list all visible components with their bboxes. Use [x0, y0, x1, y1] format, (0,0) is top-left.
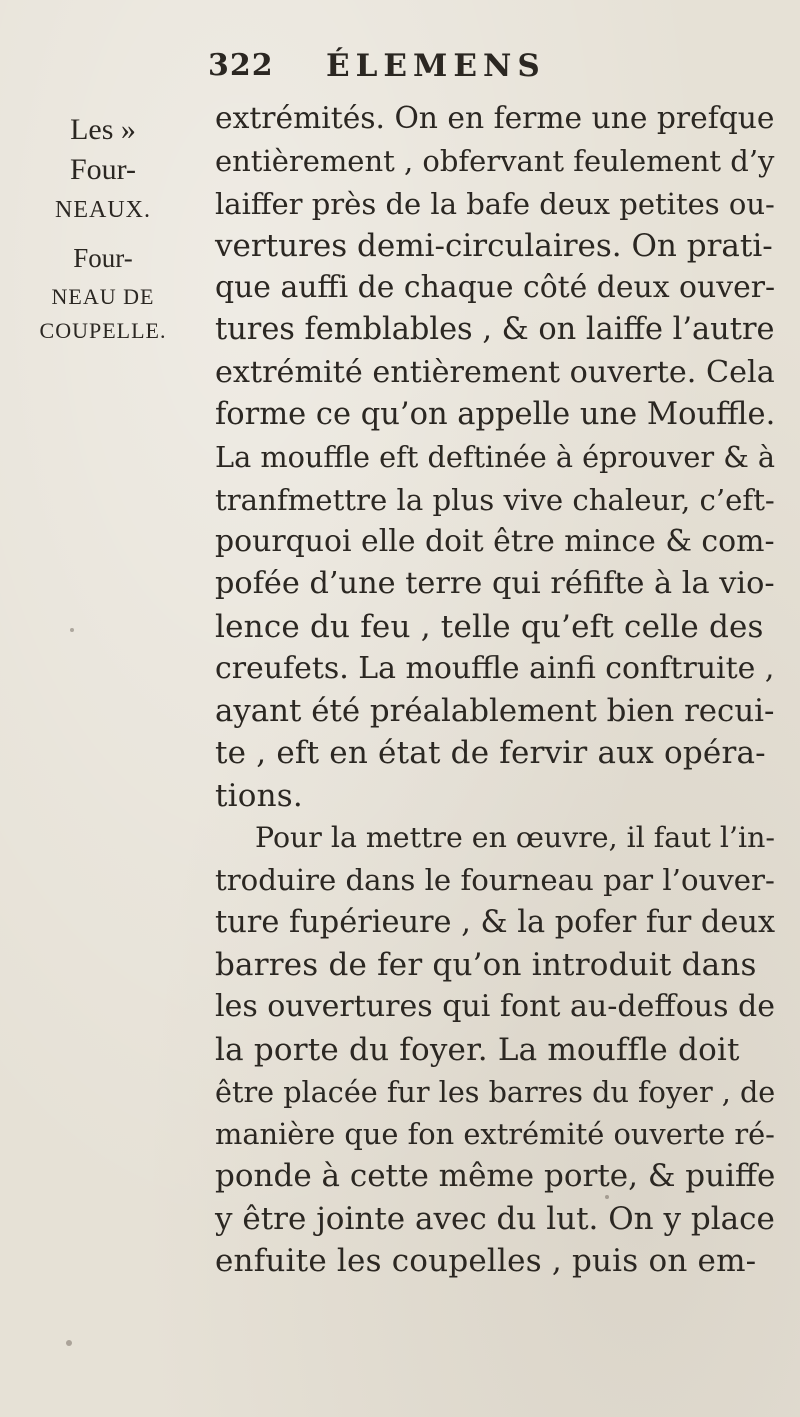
paragraph-start-line: Pour la mettre en œuvre, il faut l’in- [255, 821, 775, 855]
text-line: enfuite les coupelles , puis on em- [215, 1243, 757, 1280]
text-line: pourquoi elle doit être mince & com- [215, 523, 775, 559]
text-line: la porte du foyer. La mouffle doit [215, 1031, 740, 1068]
text-line: lence du feu , telle qu’eft celle des [215, 608, 764, 645]
text-line: vertures demi-circulaires. On prati- [215, 227, 773, 264]
text-line: tures femblables , & on laiffe l’autre [215, 312, 775, 348]
text-line: ayant été préalablement bien recui- [215, 693, 775, 730]
margin-note: Four- [69, 153, 137, 186]
text-line: La mouffle eft deftinée à éprouver & à [215, 440, 776, 475]
text-line: tions. [215, 777, 303, 814]
text-line: forme ce qu’on appelle une Mouffle. [215, 397, 776, 433]
margin-note: NEAU DE [51, 284, 155, 309]
margin-note: NEAUX. [55, 197, 151, 223]
text-line: y être jointe avec du lut. On y place [215, 1200, 775, 1237]
text-line: ponde à cette même porte, & puiffe [215, 1158, 776, 1195]
text-line: pofée d’une terre qui réfifte à la vio- [215, 566, 775, 602]
paper-speck [70, 628, 74, 632]
margin-notes [8, 110, 198, 348]
text-line: extrémité entièrement ouverte. Cela [215, 354, 775, 390]
text-line: troduire dans le fourneau par l’ouver- [215, 863, 775, 898]
margin-note: Four- [73, 243, 133, 273]
text-line: que auffi de chaque côté deux ouver- [215, 270, 776, 306]
text-line: te , eft en état de fervir aux opéra- [215, 735, 766, 772]
text-line: extrémités. On en ferme une prefque [215, 101, 775, 136]
text-line: laiffer près de la bafe deux petites ou- [215, 186, 775, 221]
text-line: être placée fur les barres du foyer , de [215, 1074, 776, 1109]
paper-speck [66, 1340, 72, 1346]
text-line: barres de fer qu’on introduit dans [215, 946, 757, 983]
text-line: manière que fon extrémité ouverte ré- [215, 1117, 775, 1152]
page-number: 322 [208, 48, 274, 83]
text-line: entièrement , obfervant feulement d’y [215, 144, 775, 179]
text-line: ture fupérieure , & la pofer fur deux [215, 904, 776, 940]
running-title: ÉLEMENS [326, 48, 546, 84]
margin-note: COUPELLE. [39, 318, 167, 343]
text-line: creufets. La mouffle ainfi conftruite , [215, 650, 775, 686]
body-text [215, 98, 775, 1282]
paper-speck [605, 1195, 609, 1199]
page-header [208, 48, 768, 88]
text-line: les ouvertures qui font au-deffous de [215, 989, 776, 1025]
margin-note: Les » [70, 113, 136, 146]
text-line: tranfmettre la plus vive chaleur, c’eft- [215, 482, 775, 517]
